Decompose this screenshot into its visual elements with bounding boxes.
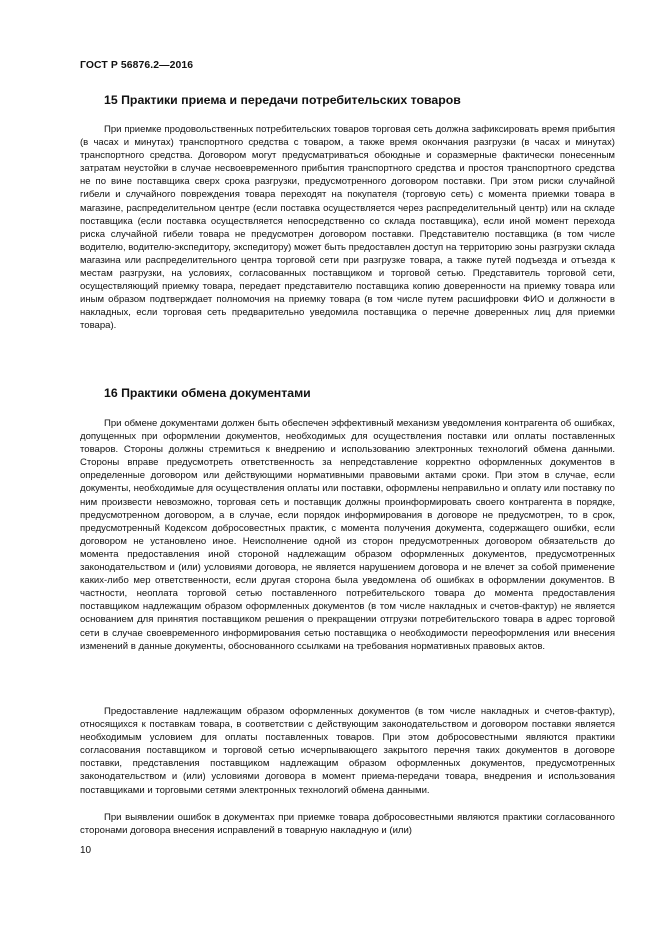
page-number: 10 — [80, 845, 92, 856]
section-16-title: 16 Практики обмена документами — [104, 386, 311, 400]
section-16-paragraph-3: При выявлении ошибок в документах при приемке товара добросовестными являются практики согласованного сторонами договора внесения исправлений в товарную накладную и (или) — [80, 812, 615, 837]
section-15-paragraph: При приемке продовольственных потребительских товаров торговая сеть должна зафиксировать время прибытия (в часах и минутах) транспортного средства с товаром, а также время окончания разгрузки (в часах и минутах) транспортного средства. Договором могут предусматриваться обоюдные и соразмерные фактически понесенным затратам неустойки в случае несвоевременного прибытия транспортного средства и простоя транспортного средства не по вине поставщика сверх срока разгрузки, предусмотренного договором поставки. При этом риски случайной гибели и случайного повреждения товара переходят на покупателя (торговую сеть) с момента приемки товара в магазине, распределительном центре (если поставка осуществляется через распределительный центр) или на складе поставщика (если поставка осуществляется непосредственно со склада поставщика), если иной момент перехода риска случайной гибели товара не предусмотрен договором поставки. Представителю поставщика (в том числе водителю, водителю-экспедитору, экспедитору) может быть предоставлен доступ на территорию зоны разгрузки склада магазина или распределительного центра торговой сети при разгрузке товара, а также путей подъезда и отъезда к местам разгрузки, на условиях, согласованных поставщиком и торговой сетью. Представитель торговой сети, осуществляющий приемку товара, передает представителю поставщика копию доверенности на приемку товара или иным образом подтверждает полномочия на приемку товара (в том числе путем расшифровки ФИО и должности в накладных, если торговая сеть предварительно уведомила поставщика о перечне доверенных лиц для приемки товара). — [80, 124, 615, 332]
section-16-paragraph-1: При обмене документами должен быть обеспечен эффективный механизм уведомления контрагента об ошибках, допущенных при оформлении документов, необходимых для осуществления поставки или оплаты поставленных товаров. Стороны должны стремиться к внедрению и использованию электронных технологий обмена данными. Стороны вправе предусмотреть ответственность за непредставление корректно оформленных документов в определенные договором или действующими нормативными правовыми актами сроки. При этом в случае, если документы, необходимые для осуществления оплаты или поставки, оформлены неправильно и оплату или поставку по ним произвести невозможно, торговая сеть и поставщик должны проинформировать своего контрагента в порядке, предусмотренном договором, а в случае, если порядок информирования в договоре не предусмотрен, то в срок, предусмотренный Кодексом добросовестных практик, с момента получения документа, содержащего ошибки, если договором не установлено иное. Неисполнение одной из сторон предусмотренных договором обязательств до момента предоставления иной стороной надлежащим образом оформленных документов, предусмотренных законодательством и (или) условиями договора, не является нарушением договора и не влечет за собой применение каких-либо мер ответственности, если другая сторона была уведомлена об ошибках в оформлении документов. В частности, неоплата торговой сетью поставленного потребительского товара до момента предоставления поставщиком надлежащим образом оформленных документов (в том числе накладных и счетов-фактур) не является основанием для принятия поставщиком решения о прекращении отгрузки потребительского товара в адрес торговой сети в случае своевременного информирования сетью поставщика о необходимости переоформления или внесения изменений в данные документы, обоснованного ссылками на требования нормативных правовых актов. — [80, 418, 615, 652]
standard-header: ГОСТ Р 56876.2—2016 — [80, 60, 194, 71]
section-16-paragraph-2: Предоставление надлежащим образом оформленных документов (в том числе накладных и счетов-фактур), относящихся к поставкам товара, в соответствии с действующим законодательством и договором поставки является необходимым условием для оплаты поставленных товаров. При этом добросовестными являются практики согласования поставщиком и торговой сетью исчерпывающего закрытого перечня таких документов в договоре поставки, представления поставщиком надлежащим образом оформленных документов, предусмотренных законодательством и (или) условиями договора в момент приема-передачи товара, внедрения и использования поставщиками и торговыми сетями электронных технологий обмена данными. — [80, 706, 615, 796]
section-15-title: 15 Практики приема и передачи потребительских товаров — [104, 93, 461, 107]
